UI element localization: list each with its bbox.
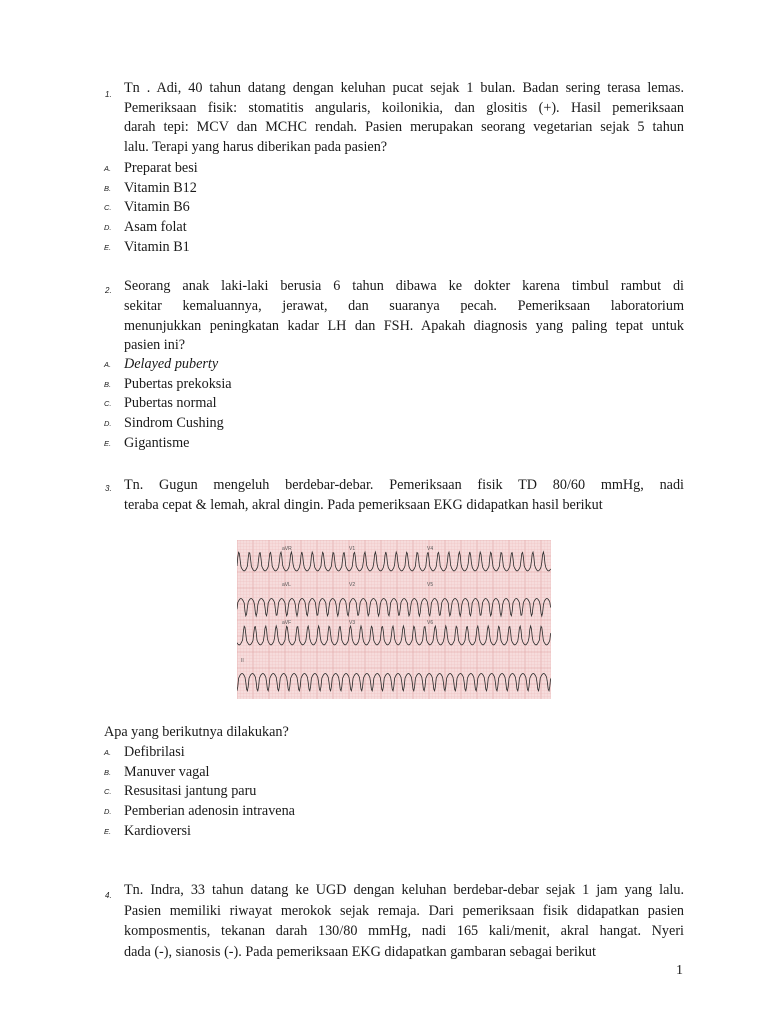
option-text: Pubertas normal	[124, 395, 217, 412]
option-text: Vitamin B12	[124, 179, 197, 196]
question-number: 4.	[105, 891, 112, 900]
option-text: Pemberian adenosin intravena	[124, 803, 295, 820]
stem-line: Tn. Gugun mengeluh berdebar-debar. Pemeriksaan fisik TD 80/60 mmHg, nadi	[124, 477, 684, 493]
ecg-lead-label: V5	[427, 582, 434, 588]
answer-options	[104, 743, 704, 841]
answer-option-d[interactable]	[104, 218, 704, 238]
option-letter: A.	[104, 164, 112, 174]
option-text: Delayed puberty	[124, 356, 219, 373]
ecg-strip-image	[237, 540, 551, 699]
followup-question: Apa yang berikutnya dilakukan?	[104, 724, 289, 740]
answer-option-c[interactable]	[104, 394, 704, 414]
ecg-lead-label: aVL	[282, 582, 291, 588]
ecg-lead-label: V6	[427, 620, 434, 626]
ecg-lead-label: V4	[427, 546, 434, 552]
question-stem	[124, 79, 684, 157]
option-letter: B.	[104, 767, 112, 777]
question-stem	[124, 880, 684, 962]
option-letter: A.	[104, 748, 112, 758]
ecg-lead-label: II	[241, 658, 244, 664]
option-text: Preparat besi	[124, 160, 198, 177]
question-number: 1.	[105, 90, 112, 99]
ecg-lead-label: V2	[349, 582, 356, 588]
option-text: Vitamin B6	[124, 199, 190, 216]
option-letter: B.	[104, 183, 112, 193]
stem-line: menunjukkan peningkatan kadar LH dan FSH. Apakah diagnosis yang paling tepat untuk	[124, 317, 684, 334]
ecg-lead-label: aVF	[282, 620, 292, 626]
option-letter: D.	[104, 807, 112, 817]
answer-option-c[interactable]	[104, 782, 704, 802]
ecg-lead-label: V3	[349, 620, 356, 626]
answer-option-a[interactable]	[104, 743, 704, 763]
question-number: 2.	[105, 286, 112, 295]
option-text: Defibrilasi	[124, 744, 185, 761]
answer-option-e[interactable]	[104, 237, 704, 257]
option-letter: C.	[104, 787, 112, 797]
option-text: Manuver vagal	[124, 763, 210, 780]
option-letter: E.	[104, 438, 112, 448]
option-text: Resusitasi jantung paru	[124, 783, 257, 800]
question-number: 3.	[105, 484, 112, 493]
option-letter: D.	[104, 223, 112, 233]
option-text: Pubertas prekoksia	[124, 375, 232, 392]
answer-option-c[interactable]	[104, 198, 704, 218]
answer-option-b[interactable]	[104, 375, 704, 395]
stem-line: dada (-), sianosis (-). Pada pemeriksaan EKG didapatkan gambaran sebagai berikut	[124, 943, 596, 960]
option-text: Kardioversi	[124, 822, 191, 839]
stem-line: Tn. Indra, 33 tahun datang ke UGD dengan keluhan berdebar-debar sejak 1 jam yang lalu.	[124, 882, 684, 898]
stem-line: teraba cepat & lemah, akral dingin. Pada pemeriksaan EKG didapatkan hasil berikut	[124, 497, 603, 513]
answer-option-e[interactable]	[104, 433, 704, 453]
option-text: Asam folat	[124, 219, 187, 236]
option-letter: B.	[104, 379, 112, 389]
stem-line: komposmentis, tekanan darah 130/80 mmHg, nadi 165 kali/menit, akral hangat. Nyeri	[124, 923, 684, 939]
answer-options	[104, 355, 704, 453]
answer-option-e[interactable]	[104, 821, 704, 841]
stem-line: Pasien memiliki riwayat merokok sejak remaja. Dari pemeriksaan fisik didapatkan pasien	[124, 902, 684, 919]
stem-line: pasien ini?	[124, 337, 186, 354]
stem-line: sekitar kemaluannya, jerawat, dan suaranya pecah. Pemeriksaan laboratorium	[124, 297, 684, 314]
option-letter: E.	[104, 242, 112, 252]
answer-option-b[interactable]	[104, 763, 704, 783]
option-letter: A.	[104, 360, 112, 370]
stem-line: lalu. Terapi yang harus diberikan pada pasien?	[124, 138, 388, 155]
option-text: Sindrom Cushing	[124, 415, 224, 432]
answer-option-b[interactable]	[104, 179, 704, 199]
stem-line: Seorang anak laki-laki berusia 6 tahun dibawa ke dokter karena timbul rambut di	[124, 278, 684, 294]
answer-option-a[interactable]	[104, 355, 704, 375]
answer-options	[104, 159, 704, 257]
stem-line: Pemeriksaan fisik: stomatitis angularis, koilonikia, dan glositis (+). Hasil pemeriksaan	[124, 99, 684, 116]
option-letter: D.	[104, 419, 112, 429]
stem-line: Tn . Adi, 40 tahun datang dengan keluhan pucat sejak 1 bulan. Badan sering terasa lemas.	[124, 80, 684, 96]
stem-line: darah tepi: MCV dan MCHC rendah. Pasien merupakan seorang vegetarian sejak 5 tahun	[124, 119, 684, 136]
option-text: Vitamin B1	[124, 238, 190, 255]
ecg-lead-label: aVR	[282, 546, 292, 552]
option-letter: C.	[104, 203, 112, 213]
option-letter: E.	[104, 826, 112, 836]
option-text: Gigantisme	[124, 434, 190, 451]
ecg-lead-label: V1	[349, 546, 356, 552]
option-letter: C.	[104, 399, 112, 409]
answer-option-d[interactable]	[104, 414, 704, 434]
question-stem	[124, 475, 684, 515]
answer-option-d[interactable]	[104, 802, 704, 822]
answer-option-a[interactable]	[104, 159, 704, 179]
question-stem	[124, 277, 684, 356]
page-number: 1	[676, 963, 683, 978]
